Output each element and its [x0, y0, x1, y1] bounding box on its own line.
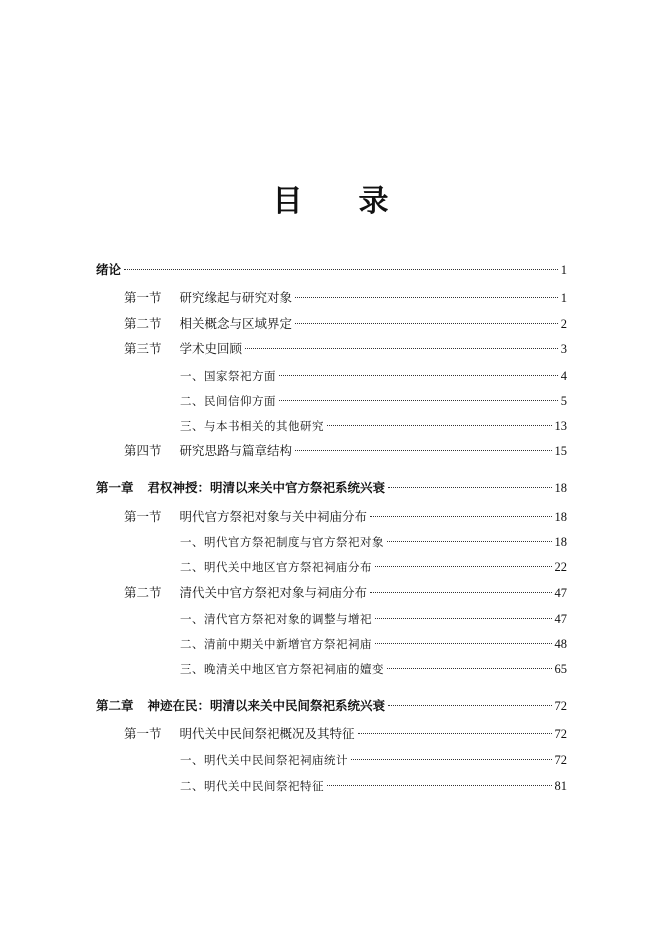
toc-entry[interactable] [96, 696, 567, 716]
toc-entry-title: 一、清代官方祭祀对象的调整与增祀 [180, 612, 372, 626]
toc-entry-number: 第一节 [124, 509, 162, 524]
dot-leader [279, 400, 558, 401]
dot-leader [351, 759, 552, 760]
toc-entry-title: 研究思路与篇章结构 [179, 443, 293, 458]
toc-entry-label [124, 314, 292, 334]
toc-entry-label [180, 750, 348, 770]
toc-entry[interactable] [180, 634, 567, 654]
toc-entry-number: 第四节 [124, 443, 162, 458]
toc-entry-title: 二、民间信仰方面 [180, 394, 276, 408]
dot-leader [279, 375, 558, 376]
dot-leader [387, 668, 552, 669]
toc-entry-number: 第二节 [124, 585, 162, 600]
toc-entry-page-number: 48 [554, 637, 567, 651]
toc-entry-page-number: 72 [554, 699, 567, 713]
toc-entry-label [180, 416, 324, 436]
dot-leader [387, 541, 552, 542]
toc-entry-title: 研究缘起与研究对象 [179, 290, 293, 305]
toc-entry-title: 二、明代关中地区官方祭祀祠庙分布 [180, 560, 372, 574]
toc-entry-label [124, 441, 292, 461]
toc-entry[interactable] [180, 532, 567, 552]
toc-entry-title: 清代关中官方祭祀对象与祠庙分布 [179, 585, 368, 600]
toc-entry[interactable] [180, 391, 567, 411]
toc-entry-number: 第一节 [124, 726, 162, 741]
toc-entry-label [96, 260, 121, 280]
dot-leader [388, 705, 551, 706]
toc-entry-page-number: 3 [560, 342, 567, 356]
toc-entry-label [180, 776, 324, 796]
toc-entry-number: 第一章 [96, 480, 134, 495]
toc-entry[interactable] [180, 557, 567, 577]
toc-entry-number: 第二章 [96, 698, 134, 713]
page-title [0, 184, 661, 220]
toc-entry-label [180, 532, 384, 552]
toc-entry[interactable] [96, 478, 567, 498]
toc-entry-label [124, 339, 242, 359]
toc-entry-title: 一、明代关中民间祭祀祠庙统计 [180, 753, 348, 767]
dot-leader [327, 425, 552, 426]
toc-entry-page-number: 18 [554, 481, 567, 495]
toc-entry[interactable] [124, 724, 567, 744]
toc-entry-page-number: 65 [554, 662, 567, 676]
toc-entry-label [180, 659, 384, 679]
toc-entry-title: 二、明代关中民间祭祀特征 [180, 779, 324, 793]
dot-leader [358, 733, 552, 734]
toc-entry-label [180, 634, 372, 654]
dot-leader [124, 269, 558, 270]
toc-entry-label [180, 609, 372, 629]
toc-entry-page-number: 72 [554, 727, 567, 741]
toc-entry-label [124, 724, 355, 744]
toc-entry-label [124, 288, 292, 308]
toc-entry[interactable] [124, 583, 567, 603]
toc-entry-page-number: 13 [554, 419, 567, 433]
toc-entry-title: 绪论 [96, 262, 122, 277]
toc-entry[interactable] [124, 314, 567, 334]
dot-leader [327, 785, 552, 786]
toc-entry[interactable] [96, 260, 567, 280]
toc-entry[interactable] [180, 366, 567, 386]
dot-leader [370, 516, 551, 517]
toc-entry-title: 一、明代官方祭祀制度与官方祭祀对象 [180, 535, 384, 549]
toc-entry-title: 二、清前中期关中新增官方祭祀祠庙 [180, 637, 372, 651]
toc-entry-title: 三、晚清关中地区官方祭祀祠庙的嬗变 [180, 662, 384, 676]
toc-entry-page-number: 72 [554, 753, 567, 767]
dot-leader [245, 348, 558, 349]
dot-leader [370, 592, 551, 593]
toc-entry-label [96, 696, 385, 716]
toc-entry-title: 明代关中民间祭祀概况及其特征 [179, 726, 355, 741]
dot-leader [295, 450, 551, 451]
toc-entry-page-number: 2 [560, 317, 567, 331]
toc-entry-label [180, 366, 276, 386]
dot-leader [375, 566, 552, 567]
dot-leader [375, 643, 552, 644]
toc-entry[interactable] [124, 441, 567, 461]
toc-entry-number: 第一节 [124, 290, 162, 305]
toc-entry[interactable] [180, 609, 567, 629]
dot-leader [295, 323, 558, 324]
toc-entry-page-number: 15 [554, 444, 567, 458]
toc-entry-title: 明代官方祭祀对象与关中祠庙分布 [179, 509, 368, 524]
toc-entry-label [180, 557, 372, 577]
toc-entry-number: 第三节 [124, 341, 162, 356]
toc-entry-title: 一、国家祭祀方面 [180, 369, 276, 383]
toc-entry-page-number: 5 [560, 394, 567, 408]
toc-entry[interactable] [180, 659, 567, 679]
toc-entry-label [180, 391, 276, 411]
toc-entry-page-number: 18 [554, 535, 567, 549]
dot-leader [388, 487, 551, 488]
title-char-1: 目 [272, 184, 303, 219]
toc-entry-page-number: 81 [554, 779, 567, 793]
toc-entry-page-number: 22 [554, 560, 567, 574]
toc-entry[interactable] [124, 339, 567, 359]
dot-leader [295, 297, 558, 298]
toc-entry[interactable] [124, 288, 567, 308]
toc-entry-title: 学术史回顾 [179, 341, 243, 356]
toc-entry-title: 神迹在民：明清以来关中民间祭祀系统兴衰 [147, 698, 386, 713]
toc-entry-page-number: 47 [554, 586, 567, 600]
toc-entry-label [124, 507, 367, 527]
toc-entry[interactable] [180, 750, 567, 770]
toc-entry-page-number: 1 [560, 291, 567, 305]
dot-leader [375, 618, 552, 619]
toc-entry-number: 第二节 [124, 316, 162, 331]
toc-entry[interactable] [124, 507, 567, 527]
toc-entry-label [124, 583, 367, 603]
toc-entry[interactable] [180, 776, 567, 796]
toc-entry-page-number: 47 [554, 612, 567, 626]
toc-entry-page-number: 18 [554, 510, 567, 524]
toc-entry-page-number: 4 [560, 369, 567, 383]
toc-entry-title: 三、与本书相关的其他研究 [180, 419, 324, 433]
toc-entry[interactable] [180, 416, 567, 436]
toc-entry-label [96, 478, 385, 498]
toc-entry-title: 相关概念与区域界定 [179, 316, 293, 331]
toc-entry-title: 君权神授：明清以来关中官方祭祀系统兴衰 [147, 480, 386, 495]
toc-entry-page-number: 1 [560, 263, 567, 277]
title-char-2: 录 [358, 184, 389, 219]
